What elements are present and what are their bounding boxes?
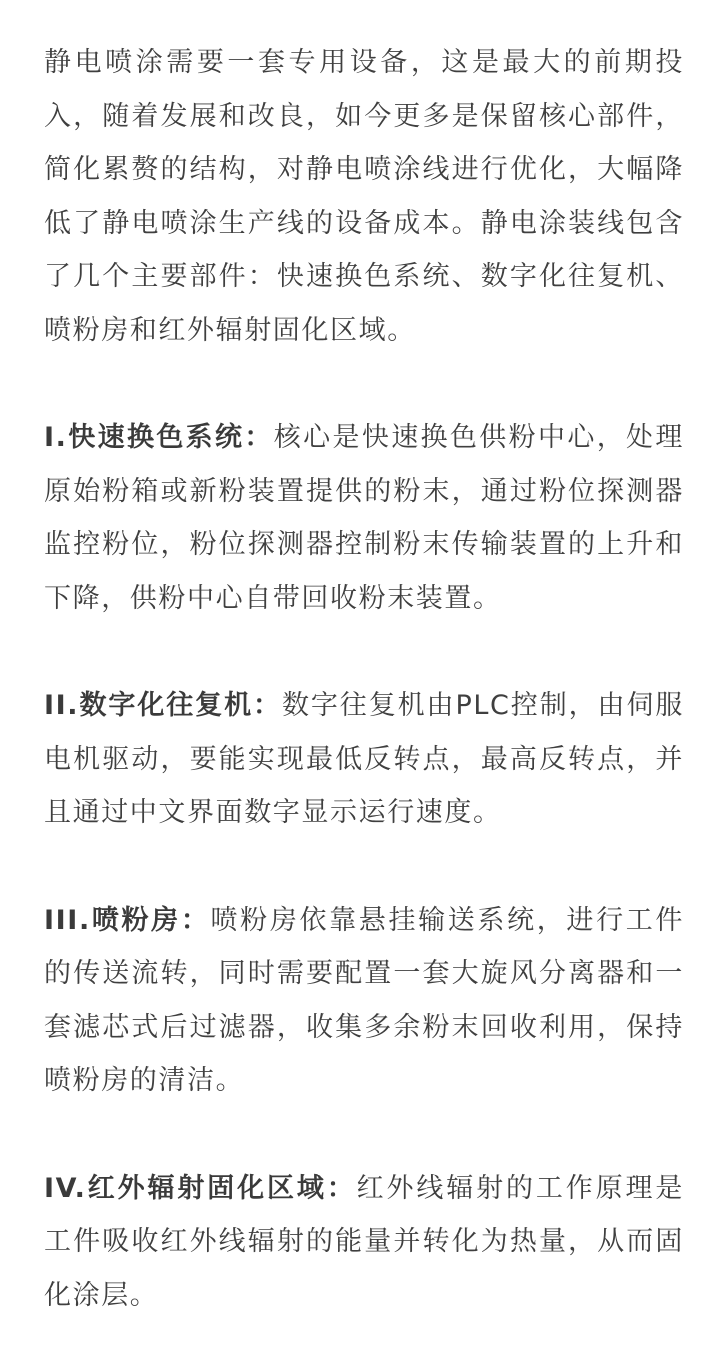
- section-text: 数字往复机由PLC控制，由伺服电机驱动，要能实现最低反转点，最高反转点，并且通过中文界面数字显示运行速度。: [44, 690, 684, 828]
- section-heading: III.喷粉房：: [44, 904, 211, 936]
- section-text: 喷粉房依靠悬挂输送系统，进行工件的传送流转，同时需要配置一套大旋风分离器和一套滤芯式后过滤器，收集多余粉末回收利用，保持喷粉房的清洁。: [44, 904, 684, 1096]
- section-powder-booth: [44, 894, 684, 1108]
- section-heading: I.快速换色系统：: [44, 422, 274, 453]
- section-infrared-curing: [44, 1162, 684, 1323]
- section-quick-color-change: [44, 411, 684, 625]
- section-heading: II.数字化往复机：: [44, 690, 282, 721]
- section-digital-reciprocator: [44, 679, 684, 840]
- intro-paragraph: 静电喷涂需要一套专用设备，这是最大的前期投入，随着发展和改良，如今更多是保留核心部件，简化累赘的结构，对静电喷涂线进行优化，大幅降低了静电喷涂生产线的设备成本。静电涂装线包含了几个主要部件：快速换色系统、数字化往复机、喷粉房和红外辐射固化区域。: [44, 47, 684, 346]
- section-text: 核心是快速换色供粉中心，处理原始粉箱或新粉装置提供的粉末，通过粉位探测器监控粉位，粉位探测器控制粉末传输装置的上升和下降，供粉中心自带回收粉末装置。: [44, 422, 685, 614]
- article-body: [44, 36, 684, 1322]
- section-heading: IV.红外辐射固化区域：: [44, 1172, 357, 1204]
- section-text: 红外线辐射的工作原理是工件吸收红外线辐射的能量并转化为热量，从而固化涂层。: [44, 1172, 684, 1311]
